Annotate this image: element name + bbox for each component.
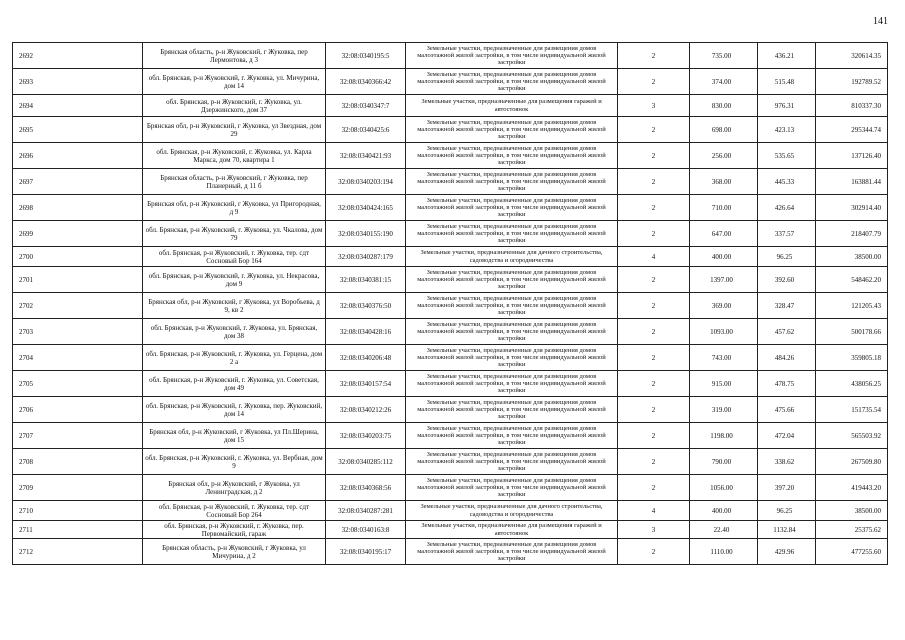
land-use-cell: Земельные участки, предназначенные для размещения домов малоэтажной жилой застройки, в том числе индивидуальной жилой застройки: [406, 221, 618, 247]
cadastral-value-cell: 359805.18: [816, 345, 888, 371]
use-group-cell: 2: [618, 449, 690, 475]
land-use-cell: Земельные участки, предназначенные для размещения домов малоэтажной жилой застройки, в том числе индивидуальной жилой застройки: [406, 69, 618, 95]
table-row: [13, 95, 888, 117]
cadastral-number-cell: 32:08:0340163:8: [326, 521, 406, 539]
cadastral-value-cell: 477255.60: [816, 539, 888, 565]
row-number: 2695: [13, 117, 143, 143]
area-cell: 710.00: [690, 195, 758, 221]
cadastral-value-cell: 218407.79: [816, 221, 888, 247]
row-number: 2711: [13, 521, 143, 539]
cadastral-value-cell: 320614.35: [816, 43, 888, 69]
table-row: [13, 293, 888, 319]
cadastral-number-cell: 32:08:0340285:112: [326, 449, 406, 475]
land-use-cell: Земельные участки, предназначенные для размещения домов малоэтажной жилой застройки, в том числе индивидуальной жилой застройки: [406, 539, 618, 565]
unit-value-cell: 475.66: [758, 397, 816, 423]
cadastral-number-cell: 32:08:0340368:56: [326, 475, 406, 501]
cadastral-value-table: [12, 42, 888, 565]
row-number: 2707: [13, 423, 143, 449]
page-number: 141: [873, 16, 888, 27]
cadastral-number-cell: 32:08:0340347:7: [326, 95, 406, 117]
cadastral-value-cell: 302914.40: [816, 195, 888, 221]
unit-value-cell: 445.33: [758, 169, 816, 195]
address-cell: Брянская обл, р-н Жуковский, г Жуковка, ул Звездная, дом 29: [143, 117, 326, 143]
use-group-cell: 2: [618, 539, 690, 565]
land-use-cell: Земельные участки, предназначенные для размещения домов малоэтажной жилой застройки, в том числе индивидуальной жилой застройки: [406, 319, 618, 345]
use-group-cell: 2: [618, 43, 690, 69]
area-cell: 400.00: [690, 501, 758, 521]
area-cell: 400.00: [690, 247, 758, 267]
unit-value-cell: 397.20: [758, 475, 816, 501]
table-row: [13, 267, 888, 293]
table-row: [13, 221, 888, 247]
use-group-cell: 2: [618, 69, 690, 95]
use-group-cell: 2: [618, 319, 690, 345]
row-number: 2697: [13, 169, 143, 195]
area-cell: 1198.00: [690, 423, 758, 449]
address-cell: обл. Брянская, р-н Жуковский, г. Жуковка, пер. Первомайский, гараж: [143, 521, 326, 539]
land-use-cell: Земельные участки, предназначенные для размещения домов малоэтажной жилой застройки, в том числе индивидуальной жилой застройки: [406, 43, 618, 69]
use-group-cell: 3: [618, 95, 690, 117]
use-group-cell: 2: [618, 423, 690, 449]
cadastral-value-cell: 565503.92: [816, 423, 888, 449]
area-cell: 374.00: [690, 69, 758, 95]
cadastral-value-cell: 267509.80: [816, 449, 888, 475]
unit-value-cell: 392.60: [758, 267, 816, 293]
address-cell: обл. Брянская, р-н Жуковский, г. Жуковка, тер. сдт Сосновый Бор 164: [143, 247, 326, 267]
cadastral-value-cell: 295344.74: [816, 117, 888, 143]
area-cell: 647.00: [690, 221, 758, 247]
address-cell: обл. Брянская, р-н Жуковский, г. Жуковка, ул. Вербная, дом 9: [143, 449, 326, 475]
use-group-cell: 2: [618, 143, 690, 169]
use-group-cell: 2: [618, 345, 690, 371]
table-row: [13, 69, 888, 95]
table-row: [13, 501, 888, 521]
unit-value-cell: 484.26: [758, 345, 816, 371]
row-number: 2703: [13, 319, 143, 345]
cadastral-number-cell: 32:08:0340195:5: [326, 43, 406, 69]
unit-value-cell: 426.64: [758, 195, 816, 221]
cadastral-value-cell: 25375.62: [816, 521, 888, 539]
cadastral-number-cell: 32:08:0340381:15: [326, 267, 406, 293]
land-use-cell: Земельные участки, предназначенные для размещения гаражей и автостоянок: [406, 521, 618, 539]
land-use-cell: Земельные участки, предназначенные для размещения домов малоэтажной жилой застройки, в том числе индивидуальной жилой застройки: [406, 397, 618, 423]
area-cell: 1110.00: [690, 539, 758, 565]
cadastral-value-cell: 121205.43: [816, 293, 888, 319]
unit-value-cell: 436.21: [758, 43, 816, 69]
area-cell: 915.00: [690, 371, 758, 397]
table-row: [13, 43, 888, 69]
cadastral-number-cell: 32:08:0340424:165: [326, 195, 406, 221]
row-number: 2702: [13, 293, 143, 319]
unit-value-cell: 96.25: [758, 501, 816, 521]
cadastral-number-cell: 32:08:0340425:6: [326, 117, 406, 143]
land-use-cell: Земельные участки, предназначенные для размещения домов малоэтажной жилой застройки, в том числе индивидуальной жилой застройки: [406, 371, 618, 397]
land-use-cell: Земельные участки, предназначенные для размещения домов малоэтажной жилой застройки, в том числе индивидуальной жилой застройки: [406, 293, 618, 319]
address-cell: обл. Брянская, р-н Жуковский, г. Жуковка, ул. Дзержинского, дом 37: [143, 95, 326, 117]
use-group-cell: 2: [618, 195, 690, 221]
cadastral-number-cell: 32:08:0340157:54: [326, 371, 406, 397]
address-cell: обл. Брянская, р-н Жуковский, г. Жуковка, ул. Герцена, дом 2 а: [143, 345, 326, 371]
unit-value-cell: 1132.84: [758, 521, 816, 539]
table-row: [13, 247, 888, 267]
cadastral-value-cell: 38500.00: [816, 501, 888, 521]
cadastral-number-cell: 32:08:0340203:194: [326, 169, 406, 195]
unit-value-cell: 478.75: [758, 371, 816, 397]
address-cell: обл. Брянская, р-н Жуковский, г. Жуковка, ул. Брянская, дом 38: [143, 319, 326, 345]
table-row: [13, 169, 888, 195]
table-row: [13, 397, 888, 423]
cadastral-number-cell: 32:08:0340203:75: [326, 423, 406, 449]
table-row: [13, 345, 888, 371]
address-cell: Брянская область, р-н Жуковский, г Жуковка, пер Планерный, д 11 б: [143, 169, 326, 195]
land-use-cell: Земельные участки, предназначенные для размещения домов малоэтажной жилой застройки, в том числе индивидуальной жилой застройки: [406, 475, 618, 501]
address-cell: Брянская область, р-н Жуковский, г Жуковка, ул Мичурина, д 2: [143, 539, 326, 565]
address-cell: обл. Брянская, р-н Жуковский, г. Жуковка, тер. сдт Сосновый Бор 264: [143, 501, 326, 521]
unit-value-cell: 328.47: [758, 293, 816, 319]
unit-value-cell: 423.13: [758, 117, 816, 143]
address-cell: обл. Брянская, р-н Жуковский, г. Жуковка, ул. Советская, дом 49: [143, 371, 326, 397]
row-number: 2701: [13, 267, 143, 293]
use-group-cell: 4: [618, 247, 690, 267]
address-cell: Брянская обл, р-н Жуковский, г Жуковка, ул Воробьева, д 9, кв 2: [143, 293, 326, 319]
unit-value-cell: 976.31: [758, 95, 816, 117]
land-use-cell: Земельные участки, предназначенные для размещения домов малоэтажной жилой застройки, в том числе индивидуальной жилой застройки: [406, 143, 618, 169]
unit-value-cell: 515.48: [758, 69, 816, 95]
table-row: [13, 143, 888, 169]
land-use-cell: Земельные участки, предназначенные для дачного строительства, садоводства и огородничества: [406, 247, 618, 267]
row-number: 2704: [13, 345, 143, 371]
cadastral-number-cell: 32:08:0340195:17: [326, 539, 406, 565]
cadastral-number-cell: 32:08:0340428:16: [326, 319, 406, 345]
address-cell: обл. Брянская, р-н Жуковский, г. Жуковка, ул. Некрасова, дом 9: [143, 267, 326, 293]
land-use-cell: Земельные участки, предназначенные для размещения домов малоэтажной жилой застройки, в том числе индивидуальной жилой застройки: [406, 345, 618, 371]
cadastral-number-cell: 32:08:0340206:48: [326, 345, 406, 371]
cadastral-number-cell: 32:08:0340212:26: [326, 397, 406, 423]
area-cell: 698.00: [690, 117, 758, 143]
row-number: 2706: [13, 397, 143, 423]
area-cell: 319.00: [690, 397, 758, 423]
area-cell: 790.00: [690, 449, 758, 475]
use-group-cell: 2: [618, 169, 690, 195]
table-row: [13, 423, 888, 449]
row-number: 2708: [13, 449, 143, 475]
unit-value-cell: 338.62: [758, 449, 816, 475]
unit-value-cell: 457.62: [758, 319, 816, 345]
unit-value-cell: 429.96: [758, 539, 816, 565]
address-cell: Брянская обл, р-н Жуковский, г Жуковка, ул Пригородная, д 9: [143, 195, 326, 221]
area-cell: 735.00: [690, 43, 758, 69]
cadastral-number-cell: 32:08:0340366:42: [326, 69, 406, 95]
cadastral-value-cell: 500178.66: [816, 319, 888, 345]
area-cell: 830.00: [690, 95, 758, 117]
table-row: [13, 475, 888, 501]
cadastral-value-cell: 810337.30: [816, 95, 888, 117]
table-row: [13, 371, 888, 397]
table-row: [13, 449, 888, 475]
area-cell: 22.40: [690, 521, 758, 539]
table-row: [13, 117, 888, 143]
unit-value-cell: 472.04: [758, 423, 816, 449]
cadastral-value-cell: 38500.00: [816, 247, 888, 267]
cadastral-number-cell: 32:08:0340376:50: [326, 293, 406, 319]
land-use-cell: Земельные участки, предназначенные для размещения домов малоэтажной жилой застройки, в том числе индивидуальной жилой застройки: [406, 117, 618, 143]
cadastral-number-cell: 32:08:0340287:281: [326, 501, 406, 521]
land-use-cell: Земельные участки, предназначенные для дачного строительства, садоводства и огородничества: [406, 501, 618, 521]
address-cell: обл. Брянская, р-н Жуковский, г. Жуковка, пер. Жуковский, дом 14: [143, 397, 326, 423]
area-cell: 743.00: [690, 345, 758, 371]
area-cell: 1056.00: [690, 475, 758, 501]
area-cell: 256.00: [690, 143, 758, 169]
address-cell: Брянская область, р-н Жуковский, г Жуковка, пер Лермонтова, д 3: [143, 43, 326, 69]
cadastral-value-cell: 419443.20: [816, 475, 888, 501]
area-cell: 368.00: [690, 169, 758, 195]
row-number: 2693: [13, 69, 143, 95]
cadastral-value-cell: 137126.40: [816, 143, 888, 169]
unit-value-cell: 337.57: [758, 221, 816, 247]
table-row: [13, 539, 888, 565]
unit-value-cell: 96.25: [758, 247, 816, 267]
unit-value-cell: 535.65: [758, 143, 816, 169]
table-row: [13, 521, 888, 539]
table-row: [13, 319, 888, 345]
use-group-cell: 2: [618, 293, 690, 319]
land-use-cell: Земельные участки, предназначенные для размещения домов малоэтажной жилой застройки, в том числе индивидуальной жилой застройки: [406, 267, 618, 293]
use-group-cell: 2: [618, 475, 690, 501]
row-number: 2712: [13, 539, 143, 565]
area-cell: 1397.00: [690, 267, 758, 293]
row-number: 2698: [13, 195, 143, 221]
row-number: 2700: [13, 247, 143, 267]
land-use-cell: Земельные участки, предназначенные для размещения гаражей и автостоянок: [406, 95, 618, 117]
address-cell: обл. Брянская, р-н Жуковский, г. Жуковка, ул. Карла Маркса, дом 70, квартира 1: [143, 143, 326, 169]
row-number: 2694: [13, 95, 143, 117]
use-group-cell: 2: [618, 221, 690, 247]
cadastral-value-cell: 163881.44: [816, 169, 888, 195]
land-use-cell: Земельные участки, предназначенные для размещения домов малоэтажной жилой застройки, в том числе индивидуальной жилой застройки: [406, 195, 618, 221]
row-number: 2692: [13, 43, 143, 69]
row-number: 2705: [13, 371, 143, 397]
use-group-cell: 2: [618, 397, 690, 423]
row-number: 2696: [13, 143, 143, 169]
cadastral-value-cell: 192789.52: [816, 69, 888, 95]
area-cell: 369.00: [690, 293, 758, 319]
area-cell: 1093.00: [690, 319, 758, 345]
land-use-cell: Земельные участки, предназначенные для размещения домов малоэтажной жилой застройки, в том числе индивидуальной жилой застройки: [406, 169, 618, 195]
address-cell: обл. Брянская, р-н Жуковский, г. Жуковка, ул. Чкалова, дом 79: [143, 221, 326, 247]
use-group-cell: 4: [618, 501, 690, 521]
address-cell: Брянская обл, р-н Жуковский, г Жуковка, ул Пл.Шерина, дом 15: [143, 423, 326, 449]
use-group-cell: 2: [618, 371, 690, 397]
row-number: 2710: [13, 501, 143, 521]
cadastral-number-cell: 32:08:0340421:93: [326, 143, 406, 169]
cadastral-value-cell: 548462.20: [816, 267, 888, 293]
use-group-cell: 3: [618, 521, 690, 539]
cadastral-number-cell: 32:08:0340155:190: [326, 221, 406, 247]
cadastral-value-cell: 438056.25: [816, 371, 888, 397]
land-use-cell: Земельные участки, предназначенные для размещения домов малоэтажной жилой застройки, в том числе индивидуальной жилой застройки: [406, 449, 618, 475]
table-row: [13, 195, 888, 221]
address-cell: обл. Брянская, р-н Жуковский, г. Жуковка, ул. Мичурина, дом 14: [143, 69, 326, 95]
land-use-cell: Земельные участки, предназначенные для размещения домов малоэтажной жилой застройки, в том числе индивидуальной жилой застройки: [406, 423, 618, 449]
use-group-cell: 2: [618, 267, 690, 293]
use-group-cell: 2: [618, 117, 690, 143]
address-cell: Брянская обл, р-н Жуковский, г Жуковка, ул Ленинградская, д 2: [143, 475, 326, 501]
cadastral-value-cell: 151735.54: [816, 397, 888, 423]
cadastral-number-cell: 32:08:0340287:179: [326, 247, 406, 267]
row-number: 2709: [13, 475, 143, 501]
row-number: 2699: [13, 221, 143, 247]
